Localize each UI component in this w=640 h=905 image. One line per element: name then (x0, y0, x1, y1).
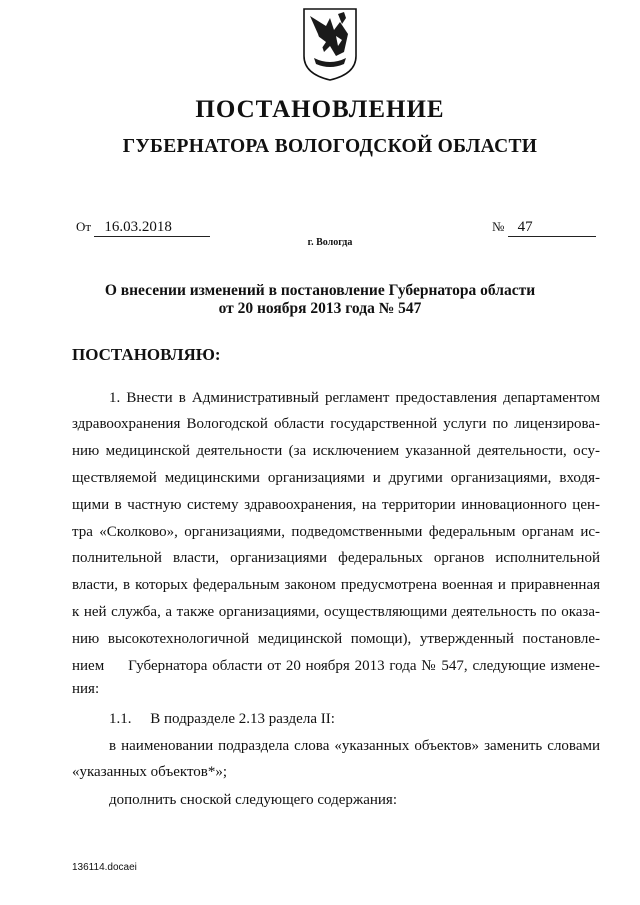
number-prefix: № (492, 219, 505, 234)
paragraph-line: 1. Внести в Административный регламент предоставления департаментом (109, 390, 600, 406)
paragraph-line: к ней служба, а также организациями, осуществляющими деятельность по оказа- (72, 604, 600, 620)
subject-heading (0, 282, 640, 318)
paragraph-line: щими в частную систему здравоохранения, на территории инновационного цен- (72, 497, 600, 513)
coat-of-arms-icon (300, 6, 360, 82)
paragraph-line: здравоохранения Вологодской области государственной услуги по лицензирова- (72, 416, 600, 432)
city-label: г. Вологда (307, 237, 353, 248)
subsection-heading: 1.1. В подразделе 2.13 раздела II: (109, 711, 335, 727)
date-prefix: От (76, 219, 92, 234)
date-value: 16.03.2018 (94, 219, 210, 237)
document-subtitle: ГУБЕРНАТОРА ВОЛОГОДСКОЙ ОБЛАСТИ (122, 136, 538, 157)
footer-file-name: 136114.docaei (72, 862, 137, 873)
subject-line: от 20 ноября 2013 года № 547 (218, 300, 422, 317)
paragraph-line: ния: (72, 681, 100, 697)
paragraph-line: нию высокотехнологичной медицинской помощи), утвержденный постановле- (72, 631, 600, 647)
paragraph-line: власти, в которых федеральным законом предусмотрена военная и приравненная (72, 577, 600, 593)
paragraph-line: «указанных объектов*»; (72, 764, 228, 780)
document-title: ПОСТАНОВЛЕНИЕ (195, 96, 445, 123)
number-field (492, 219, 596, 237)
subject-line: О внесении изменений в постановление Губернатора области (104, 282, 536, 299)
paragraph-line: нием Губернатора области от 20 ноября 2013 года № 547, следующие измене- (72, 658, 600, 674)
number-value: 47 (508, 219, 596, 237)
paragraph-line: нию медицинской деятельности (за исключением указанной деятельности, осу- (72, 443, 600, 459)
date-field (76, 219, 210, 237)
decree-word: ПОСТАНОВЛЯЮ: (72, 345, 221, 364)
paragraph-line: ществляемой медицинскими организациями и другими организациями, входя- (72, 470, 600, 486)
paragraph-line: дополнить сноской следующего содержания: (109, 792, 398, 808)
paragraph-line: полнительной власти, организациями федеральных органов исполнительной (72, 550, 600, 566)
paragraph-line: в наименовании подраздела слова «указанных объектов» заменить словами (109, 738, 600, 754)
paragraph-line: тра «Сколково», организациями, подведомственными федеральным органам ис- (72, 524, 600, 540)
